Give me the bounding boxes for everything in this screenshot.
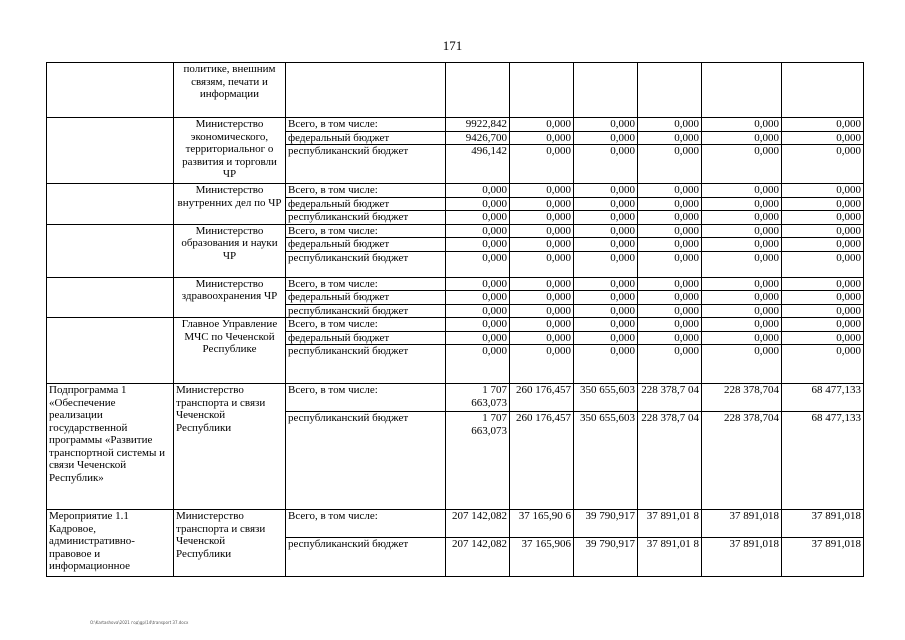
amount-cell: 0,000 xyxy=(446,345,510,384)
funding-source-cell: Всего, в том числе: xyxy=(286,118,446,132)
amount-cell: 0,000 xyxy=(446,197,510,211)
organization-cell: Министерство транспорта и связи Чеченской Республики xyxy=(174,510,286,577)
empty-cell xyxy=(446,63,510,118)
amount-cell: 0,000 xyxy=(782,238,864,252)
budget-table xyxy=(46,62,864,577)
organization-cell: Министерство транспорта и связи Чеченской Республики xyxy=(174,384,286,510)
amount-cell: 0,000 xyxy=(702,131,782,145)
amount-cell: 0,000 xyxy=(702,277,782,291)
amount-cell: 0,000 xyxy=(702,331,782,345)
funding-source-cell: республиканский бюджет xyxy=(286,145,446,184)
amount-cell: 0,000 xyxy=(446,291,510,305)
amount-cell: 0,000 xyxy=(702,345,782,384)
amount-cell: 0,000 xyxy=(782,304,864,318)
amount-cell: 0,000 xyxy=(782,145,864,184)
amount-cell: 0,000 xyxy=(638,145,702,184)
amount-cell: 39 790,917 xyxy=(574,538,638,577)
amount-cell: 0,000 xyxy=(510,211,574,225)
funding-source-cell: республиканский бюджет xyxy=(286,304,446,318)
amount-cell: 0,000 xyxy=(510,145,574,184)
funding-source-cell: Всего, в том числе: xyxy=(286,184,446,198)
program-cell: Подпрограмма 1 «Обеспечение реализации государственной программы «Развитие транспортной системы и связи Чеченской Республик» xyxy=(47,384,174,510)
organization-cell: Главное Управление МЧС по Чеченской Республике xyxy=(174,318,286,384)
amount-cell: 0,000 xyxy=(510,291,574,305)
program-cell xyxy=(47,184,174,225)
funding-source-cell: Всего, в том числе: xyxy=(286,224,446,238)
amount-cell: 0,000 xyxy=(702,238,782,252)
amount-cell: 0,000 xyxy=(638,238,702,252)
amount-cell: 0,000 xyxy=(638,251,702,277)
amount-cell: 0,000 xyxy=(702,291,782,305)
funding-source-cell: Всего, в том числе: xyxy=(286,318,446,332)
amount-cell: 0,000 xyxy=(446,184,510,198)
amount-cell: 0,000 xyxy=(574,118,638,132)
amount-cell: 0,000 xyxy=(574,184,638,198)
organization-cell: Министерство здравоохранения ЧР xyxy=(174,277,286,318)
amount-cell: 0,000 xyxy=(782,197,864,211)
amount-cell: 0,000 xyxy=(574,251,638,277)
empty-cell xyxy=(702,63,782,118)
amount-cell: 0,000 xyxy=(638,277,702,291)
amount-cell: 0,000 xyxy=(638,211,702,225)
amount-cell: 0,000 xyxy=(782,224,864,238)
amount-cell: 9922,842 xyxy=(446,118,510,132)
amount-cell: 37 891,018 xyxy=(782,538,864,577)
empty-cell xyxy=(574,63,638,118)
amount-cell: 0,000 xyxy=(638,118,702,132)
funding-source-cell: федеральный бюджет xyxy=(286,131,446,145)
amount-cell: 0,000 xyxy=(638,345,702,384)
amount-cell: 496,142 xyxy=(446,145,510,184)
amount-cell: 0,000 xyxy=(782,131,864,145)
amount-cell: 0,000 xyxy=(446,318,510,332)
funding-source-cell: федеральный бюджет xyxy=(286,238,446,252)
program-cell xyxy=(47,277,174,318)
funding-source-cell: Всего, в том числе: xyxy=(286,510,446,538)
table-row xyxy=(47,118,864,132)
funding-source-cell: федеральный бюджет xyxy=(286,291,446,305)
amount-cell: 0,000 xyxy=(574,224,638,238)
amount-cell: 0,000 xyxy=(510,331,574,345)
amount-cell: 0,000 xyxy=(446,224,510,238)
amount-cell: 0,000 xyxy=(782,184,864,198)
funding-source-cell: федеральный бюджет xyxy=(286,197,446,211)
amount-cell: 260 176,457 xyxy=(510,384,574,412)
amount-cell: 0,000 xyxy=(574,277,638,291)
amount-cell: 0,000 xyxy=(638,331,702,345)
amount-cell: 0,000 xyxy=(702,184,782,198)
amount-cell: 0,000 xyxy=(574,238,638,252)
amount-cell: 207 142,082 xyxy=(446,538,510,577)
organization-cell: Министерство экономического, территориальног о развития и торговли ЧР xyxy=(174,118,286,184)
amount-cell: 0,000 xyxy=(510,118,574,132)
amount-cell: 0,000 xyxy=(574,331,638,345)
table-row xyxy=(47,224,864,238)
amount-cell: 0,000 xyxy=(574,291,638,305)
amount-cell: 37 165,90 6 xyxy=(510,510,574,538)
amount-cell: 1 707 663,073 xyxy=(446,412,510,510)
table-row xyxy=(47,63,864,118)
amount-cell: 0,000 xyxy=(574,318,638,332)
amount-cell: 207 142,082 xyxy=(446,510,510,538)
amount-cell: 0,000 xyxy=(702,304,782,318)
amount-cell: 0,000 xyxy=(638,131,702,145)
amount-cell: 0,000 xyxy=(702,224,782,238)
empty-cell xyxy=(286,63,446,118)
amount-cell: 260 176,457 xyxy=(510,412,574,510)
amount-cell: 0,000 xyxy=(510,238,574,252)
program-cell xyxy=(47,318,174,384)
program-cell xyxy=(47,63,174,118)
amount-cell: 0,000 xyxy=(510,131,574,145)
amount-cell: 0,000 xyxy=(638,318,702,332)
amount-cell: 0,000 xyxy=(782,291,864,305)
amount-cell: 0,000 xyxy=(702,118,782,132)
table-row xyxy=(47,318,864,332)
amount-cell: 37 891,01 8 xyxy=(638,538,702,577)
amount-cell: 0,000 xyxy=(510,251,574,277)
amount-cell: 39 790,917 xyxy=(574,510,638,538)
amount-cell: 68 477,133 xyxy=(782,384,864,412)
amount-cell: 0,000 xyxy=(510,197,574,211)
amount-cell: 0,000 xyxy=(510,345,574,384)
amount-cell: 0,000 xyxy=(574,304,638,318)
program-cell xyxy=(47,224,174,277)
amount-cell: 0,000 xyxy=(574,211,638,225)
amount-cell: 228 378,704 xyxy=(702,412,782,510)
amount-cell: 0,000 xyxy=(510,184,574,198)
amount-cell: 0,000 xyxy=(702,211,782,225)
amount-cell: 0,000 xyxy=(446,211,510,225)
amount-cell: 0,000 xyxy=(574,197,638,211)
amount-cell: 37 165,906 xyxy=(510,538,574,577)
funding-source-cell: Всего, в том числе: xyxy=(286,384,446,412)
amount-cell: 228 378,7 04 xyxy=(638,384,702,412)
funding-source-cell: республиканский бюджет xyxy=(286,345,446,384)
amount-cell: 9426,700 xyxy=(446,131,510,145)
amount-cell: 0,000 xyxy=(446,331,510,345)
amount-cell: 0,000 xyxy=(510,277,574,291)
amount-cell: 1 707 663,073 xyxy=(446,384,510,412)
funding-source-cell: республиканский бюджет xyxy=(286,538,446,577)
amount-cell: 0,000 xyxy=(446,304,510,318)
table-row xyxy=(47,277,864,291)
program-cell: Мероприятие 1.1 Кадровое, административно-правовое и информационное xyxy=(47,510,174,577)
empty-cell xyxy=(782,63,864,118)
funding-source-cell: федеральный бюджет xyxy=(286,331,446,345)
amount-cell: 0,000 xyxy=(782,277,864,291)
amount-cell: 0,000 xyxy=(782,318,864,332)
amount-cell: 37 891,018 xyxy=(702,538,782,577)
funding-source-cell: Всего, в том числе: xyxy=(286,277,446,291)
amount-cell: 37 891,018 xyxy=(702,510,782,538)
organization-cell: политике, внешним связям, печати и информации xyxy=(174,63,286,118)
amount-cell: 0,000 xyxy=(574,345,638,384)
amount-cell: 228 378,704 xyxy=(702,384,782,412)
amount-cell: 0,000 xyxy=(510,224,574,238)
file-path-footer: O:\Kartashova\2021 год\gp\14\transport 37.docx xyxy=(90,620,189,625)
empty-cell xyxy=(638,63,702,118)
amount-cell: 0,000 xyxy=(782,251,864,277)
funding-source-cell: республиканский бюджет xyxy=(286,211,446,225)
table-row xyxy=(47,184,864,198)
funding-source-cell: республиканский бюджет xyxy=(286,251,446,277)
page-number: 171 xyxy=(442,38,463,53)
table-row xyxy=(47,384,864,412)
amount-cell: 37 891,01 8 xyxy=(638,510,702,538)
amount-cell: 350 655,603 xyxy=(574,384,638,412)
amount-cell: 0,000 xyxy=(782,118,864,132)
amount-cell: 0,000 xyxy=(446,251,510,277)
organization-cell: Министерство образования и науки ЧР xyxy=(174,224,286,277)
amount-cell: 0,000 xyxy=(638,197,702,211)
amount-cell: 0,000 xyxy=(446,277,510,291)
amount-cell: 0,000 xyxy=(782,331,864,345)
amount-cell: 0,000 xyxy=(702,251,782,277)
organization-cell: Министерство внутренних дел по ЧР xyxy=(174,184,286,225)
amount-cell: 228 378,7 04 xyxy=(638,412,702,510)
amount-cell: 350 655,603 xyxy=(574,412,638,510)
amount-cell: 0,000 xyxy=(574,145,638,184)
program-cell xyxy=(47,118,174,184)
funding-source-cell: республиканский бюджет xyxy=(286,412,446,510)
empty-cell xyxy=(510,63,574,118)
amount-cell: 0,000 xyxy=(782,345,864,384)
amount-cell: 0,000 xyxy=(574,131,638,145)
amount-cell: 0,000 xyxy=(638,224,702,238)
amount-cell: 0,000 xyxy=(782,211,864,225)
amount-cell: 0,000 xyxy=(638,184,702,198)
amount-cell: 68 477,133 xyxy=(782,412,864,510)
amount-cell: 0,000 xyxy=(510,304,574,318)
amount-cell: 0,000 xyxy=(702,197,782,211)
amount-cell: 0,000 xyxy=(510,318,574,332)
table-row xyxy=(47,510,864,538)
amount-cell: 37 891,018 xyxy=(782,510,864,538)
amount-cell: 0,000 xyxy=(702,318,782,332)
amount-cell: 0,000 xyxy=(638,291,702,305)
amount-cell: 0,000 xyxy=(702,145,782,184)
amount-cell: 0,000 xyxy=(638,304,702,318)
amount-cell: 0,000 xyxy=(446,238,510,252)
